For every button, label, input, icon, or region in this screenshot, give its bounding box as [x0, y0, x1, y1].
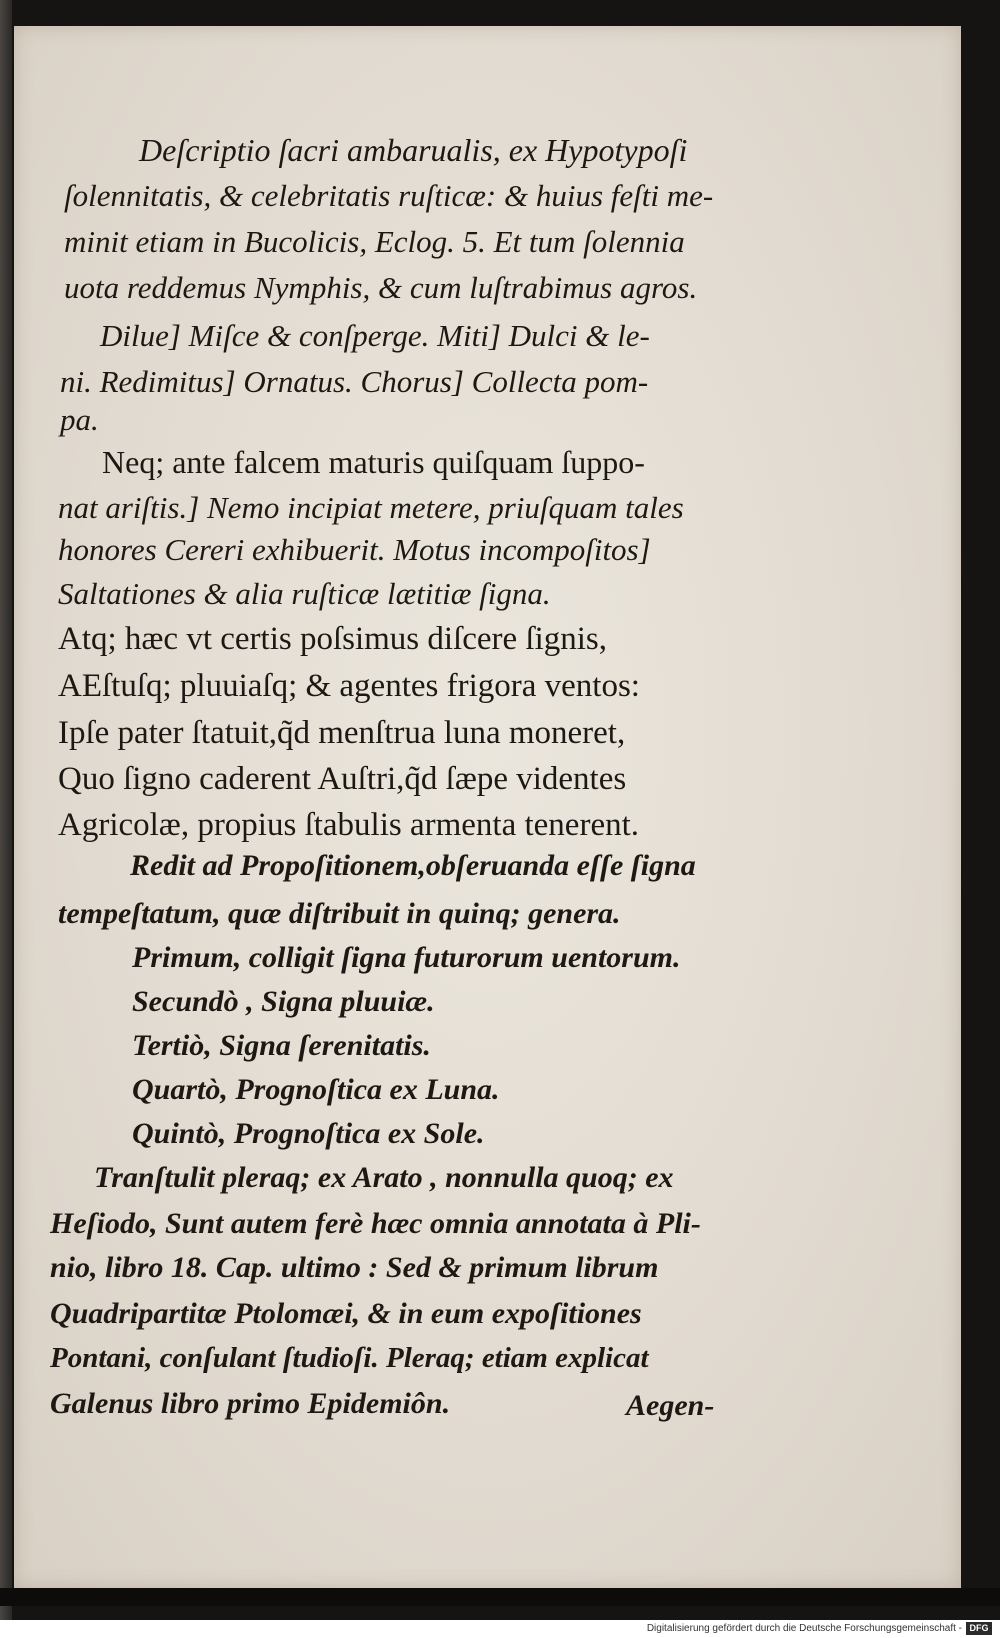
- text-line: AEſtuſq; pluuiaſq; & agentes frigora ventos:: [58, 668, 640, 704]
- text-line: Quo ſigno caderent Auſtri,q̃d ſæpe videntes: [58, 761, 627, 797]
- text-line: uota reddemus Nymphis, & cum luſtrabimus agros.: [64, 270, 698, 305]
- text-line: Saltationes & alia ruſticæ lætitiæ ſigna.: [58, 576, 551, 611]
- text-line: tempeſtatum, quæ diſtribuit in quinq; genera.: [58, 897, 621, 930]
- funding-credit: Digitalisierung gefördert durch die Deutsche Forschungsgemeinschaft -: [646, 1623, 962, 1634]
- text-line: pa.: [60, 402, 99, 437]
- text-line: Agricolæ, propius ſtabulis armenta tenerent.: [58, 807, 640, 843]
- text-line: Quadripartitæ Ptolomæi, & in eum expoſitiones: [50, 1297, 642, 1330]
- text-line: Quartò, Prognoſtica ex Luna.: [132, 1073, 500, 1106]
- text-line: Heſiodo, Sunt autem ferè hæc omnia annotata à Pli-: [50, 1207, 701, 1240]
- text-line: ni. Redimitus] Ornatus. Chorus] Collecta pom-: [60, 364, 649, 399]
- text-line: minit etiam in Bucolicis, Eclog. 5. Et tum ſolennia: [64, 224, 685, 259]
- book-page: [14, 26, 961, 1588]
- book-edge: [0, 0, 12, 1638]
- text-line: Redit ad Propoſitionem,obſeruanda eſſe ſigna: [130, 849, 696, 882]
- text-line: Quintò, Prognoſtica ex Sole.: [132, 1117, 485, 1150]
- text-line: Primum, colligit ſigna futurorum uentorum.: [132, 941, 681, 974]
- text-line: Atq; hæc vt certis poſsimus diſcere ſignis,: [58, 621, 608, 657]
- catchword: Aegen-: [626, 1389, 715, 1422]
- text-line: ſolennitatis, & celebritatis ruſticæ: & huius feſti me-: [64, 178, 714, 213]
- text-line: honores Cereri exhibuerit. Motus incompoſitos]: [58, 532, 651, 567]
- text-line: Galenus libro primo Epidemiôn.: [50, 1387, 451, 1420]
- text-line: Secundò , Signa pluuiæ.: [132, 985, 435, 1018]
- text-line: Tertiò, Signa ſerenitatis.: [132, 1029, 431, 1062]
- text-line: Neq; ante falcem maturis quiſquam ſuppo-: [102, 444, 645, 480]
- text-line: Deſcriptio ſacri ambarualis, ex Hypotypoſi: [139, 132, 688, 168]
- text-line: Tranſtulit pleraq; ex Arato , nonnulla quoq; ex: [94, 1161, 674, 1194]
- text-line: nio, libro 18. Cap. ultimo : Sed & primum librum: [50, 1251, 659, 1284]
- text-line: Pontani, conſulant ſtudioſi. Pleraq; etiam explicat: [50, 1342, 649, 1374]
- text-line: Ipſe pater ſtatuit,q̃d menſtrua luna moneret,: [58, 715, 626, 751]
- dfg-logo: DFG: [966, 1622, 992, 1635]
- text-line: nat ariſtis.] Nemo incipiat metere, priuſquam tales: [58, 490, 684, 525]
- scan-bottom-edge: [0, 1588, 1000, 1606]
- text-line: Dilue] Miſce & conſperge. Miti] Dulci & le-: [100, 318, 650, 353]
